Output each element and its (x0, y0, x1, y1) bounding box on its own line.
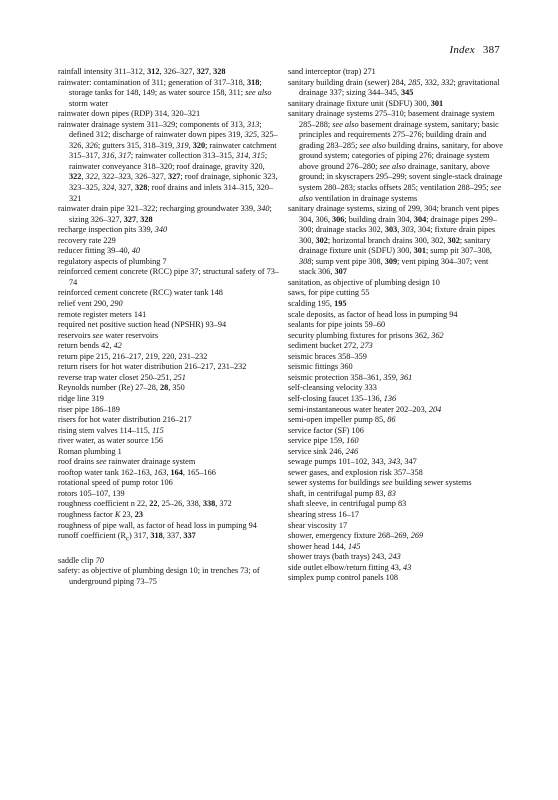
index-letter-gap (58, 545, 280, 556)
index-entry: roughness factor K 23, 23 (58, 509, 144, 519)
index-entry: rotors 105–107, 139 (58, 488, 125, 498)
index-entry: sealants for pipe joints 59–60 (288, 320, 386, 330)
index-column-left (58, 67, 280, 587)
index-entry: sanitary building drain (sewer) 284, 285, 332, 332; gravitational drainage 337; sizing 344–345, 345 (288, 77, 500, 98)
index-entry: reservoirs see water reservoirs (58, 330, 159, 340)
index-entry: scalding 195, 195 (288, 299, 347, 309)
index-entry: self-cleansing velocity 333 (288, 383, 377, 393)
index-entry: roof drains see rainwater drainage system (58, 457, 196, 467)
index-entry: reverse trap water closet 250–251, 251 (58, 372, 186, 382)
index-entry: self-closing faucet 135–136, 136 (288, 393, 397, 403)
index-entry: rooftop water tank 162–163, 163, 164, 165–166 (58, 467, 216, 477)
index-entry: service pipe 159, 160 (288, 436, 359, 446)
index-entry: seismic fittings 360 (288, 362, 353, 372)
index-entry: reinforced cement concrete (RCC) pipe 37; structural safety of 73–74 (58, 267, 280, 287)
index-entry: relief vent 290, 290 (58, 299, 123, 309)
index-entry: shower trays (bath trays) 243, 243 (288, 552, 401, 562)
index-entry: sediment bucket 272, 273 (288, 341, 373, 351)
index-entry: recovery rate 229 (58, 235, 116, 245)
index-entry: regulatory aspects of plumbing 7 (58, 256, 167, 266)
index-entry: riser pipe 186–189 (58, 404, 120, 414)
index-entry: side outlet elbow/return fitting 43, 43 (288, 562, 412, 572)
index-entry: rising stem valves 114–115, 115 (58, 425, 164, 435)
index-entry: shear viscosity 17 (288, 520, 348, 530)
index-entry: sewer gases, and explosion risk 357–358 (288, 467, 423, 477)
index-entry: runoff coefficient $(R_c)$ 317, 318, 337, 337 (58, 531, 196, 543)
index-entry: service sink 246, 246 (288, 446, 359, 456)
index-entry: sanitary drainage systems 275–310; basement drainage system 285–288; see also basement drainage system, sanitary; basic principles and requirements 275–276; building drain and grading 283–285; see also building drains, sanitary, for above ground system; categories of piping 276; drainage system above ground 276–280; see also drainage, sanitary, above ground; in skyscrapers 295–299; sovent single-stack drainage system 280–283; stacks offsets 285; ventilation 288–295; see also ventilation in drainage systems (288, 109, 503, 203)
index-column-right (288, 67, 506, 584)
index-entry: semi-open impeller pump 85, 86 (288, 415, 396, 425)
index-entry: ridge line 319 (58, 393, 104, 403)
index-entry: sanitation, as objective of plumbing design 10 (288, 277, 440, 287)
index-entry: shaft, in centrifugal pump 83, 83 (288, 488, 396, 498)
index-entry: reducer fitting 39–40, 40 (58, 246, 141, 256)
index-entry: Roman plumbing 1 (58, 446, 122, 456)
index-entry: roughness coefficient n 22, 22, 25–26, 338, 338, 372 (58, 499, 232, 509)
index-entry: scale deposits, as factor of head loss in pumping 94 (288, 309, 458, 319)
index-entry: simplex pump control panels 108 (288, 573, 398, 583)
index-entry: service factor (SF) 106 (288, 425, 364, 435)
index-entry: saddle clip 70 (58, 555, 104, 565)
index-entry: risers for hot water distribution 216–217 (58, 415, 192, 425)
index-entry: required net positive suction head (NPSHR) 93–94 (58, 320, 227, 330)
index-entry: sewage pumps 101–102, 343, 343, 347 (288, 457, 417, 467)
index-entry: roughness of pipe wall, as factor of head loss in pumping 94 (58, 520, 257, 530)
running-header (449, 44, 500, 56)
index-entry: rainwater drainage system 311–329; components of 313, 313; defined 312; discharge of rainwater down pipes 319, 325, 325–326, 326; gutters 315, 318–319, 319, 320; rainwater catchment 315–317, 316, 317; rainwater collection 313–315, 314, 315; rainwater conveyance 318–320; roof drainage, gravity 320, 322, 322, 322–323, 326–327, 327; roof drainage, siphonic 323, 323–325, 324, 327, 328; roof drains and inlets 314–315, 320–321 (58, 119, 278, 203)
index-entry: reinforced cement concrete (RCC) water tank 148 (58, 288, 223, 298)
index-entry: safety: as objective of plumbing design 10; in trenches 73; of underground piping 73–75 (58, 566, 260, 586)
index-entry: semi-instantaneous water heater 202–203, 204 (288, 404, 442, 414)
index-entry: shaft sleeve, in centrifugal pump 83 (288, 499, 407, 509)
index-entry: sanitary drainage systems, sizing of 299, 304; branch vent pipes 304, 306, 306; building drain 304, 304; drainage pipes 299–300; drainage stacks 302, 303, 303, 304; fixture drain pipes 300, 302; horizontal branch drains 300, 302, 302; sanitary drainage fixture unit (SDFU) 300, 301; sump pit 307–308, 308; sump vent pipe 308, 309; vent piping 304–307; vent stack 306, 307 (288, 204, 500, 277)
index-entry: return bends 42, 42 (58, 341, 122, 351)
index-entry: return pipe 215, 216–217, 219, 220, 231–232 (58, 351, 208, 361)
index-entry: sanitary drainage fixture unit (SDFU) 300, 301 (288, 98, 444, 108)
index-entry: remote register meters 141 (58, 309, 147, 319)
index-entry: rainfall intensity 311–312, 312, 326–327, 327, 328 (58, 67, 226, 76)
index-entry: sewer systems for buildings see building sewer systems (288, 478, 472, 488)
index-entry: rainwater: contamination of 311; generation of 317–318, 318; storage tanks for 148, 149; as water source 158, 311; see also storm water (58, 77, 272, 108)
page-number: 387 (482, 44, 500, 56)
index-entry: river water, as water source 156 (58, 436, 164, 446)
index-entry: return risers for hot water distribution 216–217, 231–232 (58, 362, 247, 372)
index-entry: rotational speed of pump rotor 106 (58, 478, 173, 488)
index-entry: security plumbing fixtures for prisons 362, 362 (288, 330, 444, 340)
index-entry: shower head 144, 145 (288, 541, 361, 551)
index-entry: sand interceptor (trap) 271 (288, 67, 376, 76)
index-entry: seismic protection 358–361, 359, 361 (288, 372, 413, 382)
index-entry: recharge inspection pits 339, 340 (58, 225, 168, 235)
index-entry: Reynolds number (Re) 27–28, 28, 350 (58, 383, 185, 393)
index-entry: seismic braces 358–359 (288, 351, 367, 361)
index-entry: shower, emergency fixture 268–269, 269 (288, 531, 424, 541)
header-title: Index (449, 44, 475, 56)
index-entry: rainwater down pipes (RDP) 314, 320–321 (58, 109, 201, 119)
index-entry: rainwater drain pipe 321–322; recharging groundwater 339, 340; sizing 326–327, 327, 328 (58, 204, 272, 224)
index-entry: shearing stress 16–17 (288, 509, 360, 519)
index-entry: saws, for pipe cutting 55 (288, 288, 370, 298)
